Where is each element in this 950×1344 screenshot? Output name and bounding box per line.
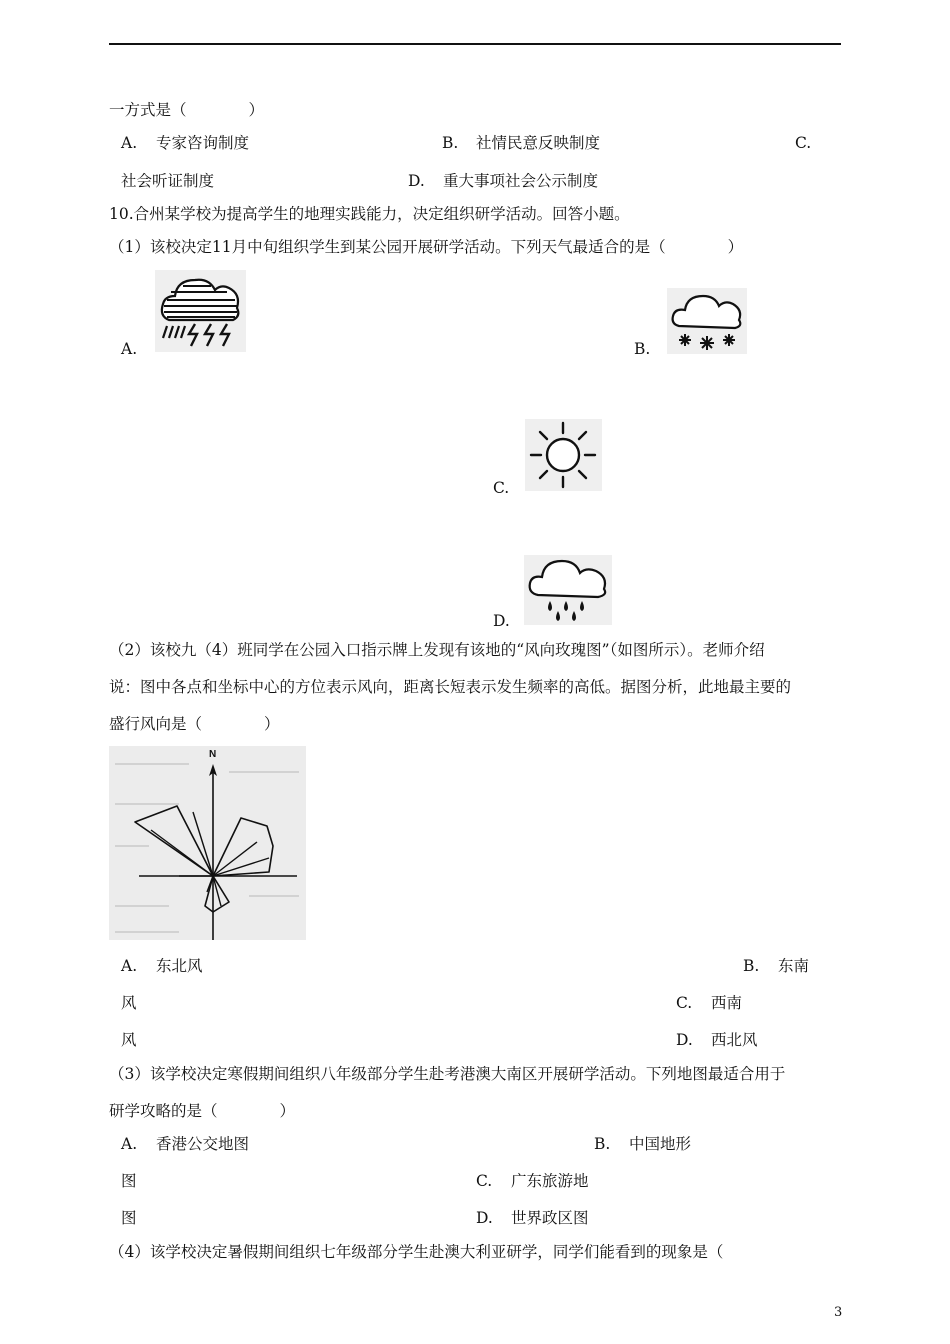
sunny-icon [525, 419, 602, 491]
q9-option-c-letter: C. [795, 134, 812, 152]
q10-sub2-option-a-letter: A. [121, 957, 138, 975]
q9-option-b-text: 社情民意反映制度 [476, 134, 601, 152]
header-rule [109, 43, 841, 45]
q10-sub3-option-a-text: 香港公交地图 [156, 1135, 250, 1153]
q10-sub1-option-c-letter: C. [493, 479, 510, 497]
q10-sub2-line2: 说：图中各点和坐标中心的方位表示风向，距离长短表示发生频率的高低。据图分析，此地最主要的 [109, 678, 792, 696]
q10-sub2-option-b-wrap: 风 [121, 994, 137, 1012]
q10-sub2-option-a-text: 东北风 [156, 957, 203, 975]
q10-sub2-option-d-text: 西北风 [711, 1031, 758, 1049]
q9-option-a-text: 专家咨询制度 [156, 134, 250, 152]
wind-rose-figure [109, 746, 306, 940]
q9-option-b-letter: B. [442, 134, 459, 152]
q10-sub2-option-c-wrap: 风 [121, 1031, 137, 1049]
q9-option-d-text: 重大事项社会公示制度 [443, 172, 599, 190]
q10-sub3-line2: 研学攻略的是（ ） [109, 1102, 296, 1120]
q10-sub3-line1: （3）该学校决定寒假期间组织八年级部分学生赴考港澳大南区开展研学活动。下列地图最适合用于 [109, 1065, 786, 1083]
q10-sub3-option-d-text: 世界政区图 [511, 1209, 589, 1227]
q10-sub1-option-a-letter: A. [121, 340, 138, 358]
q10-sub3-option-c-letter: C. [476, 1172, 493, 1190]
thunderstorm-icon [155, 270, 246, 352]
q10-sub3-option-d-letter: D. [476, 1209, 493, 1227]
q10-sub3-option-b-wrap: 图 [121, 1172, 137, 1190]
q10-sub3-option-b-letter: B. [594, 1135, 611, 1153]
q9-option-d-letter: D. [408, 172, 425, 190]
wind-rose-north-label: N [209, 749, 217, 760]
rain-icon [524, 555, 612, 625]
q10-sub2-option-d-letter: D. [676, 1031, 693, 1049]
q10-sub3-option-b-text: 中国地形 [629, 1135, 692, 1153]
q9-stem-tail: 一方式是（ ） [109, 101, 265, 119]
snow-icon [667, 288, 747, 354]
q10-sub2-line1: （2）该校九（4）班同学在公园入口指示牌上发现有该地的“风向玫瑰图”（如图所示）。老师介绍 [109, 641, 765, 659]
q10-sub4-stem: （4）该学校决定暑假期间组织七年级部分学生赴澳大利亚研学，同学们能看到的现象是（ [109, 1243, 724, 1261]
q9-option-a-letter: A. [121, 134, 138, 152]
page-number: 3 [834, 1305, 843, 1320]
q10-sub1-option-d-letter: D. [493, 612, 510, 630]
q10-stem: 10.合州某学校为提高学生的地理实践能力，决定组织研学活动。回答小题。 [109, 205, 630, 223]
q10-sub3-option-c-text: 广东旅游地 [511, 1172, 589, 1190]
q10-sub1-option-b-letter: B. [634, 340, 651, 358]
q10-sub3-option-a-letter: A. [121, 1135, 138, 1153]
q9-option-c-text: 社会听证制度 [121, 172, 215, 190]
q10-sub2-option-b-text: 东南 [778, 957, 810, 975]
q10-sub2-option-c-text: 西南 [711, 994, 743, 1012]
q10-sub1-stem: （1）该校决定11月中旬组织学生到某公园开展研学活动。下列天气最适合的是（ ） [109, 238, 744, 256]
q10-sub3-option-c-wrap: 图 [121, 1209, 137, 1227]
q10-sub2-option-b-letter: B. [743, 957, 760, 975]
q10-sub2-option-c-letter: C. [676, 994, 693, 1012]
q10-sub2-line3: 盛行风向是（ ） [109, 715, 280, 733]
